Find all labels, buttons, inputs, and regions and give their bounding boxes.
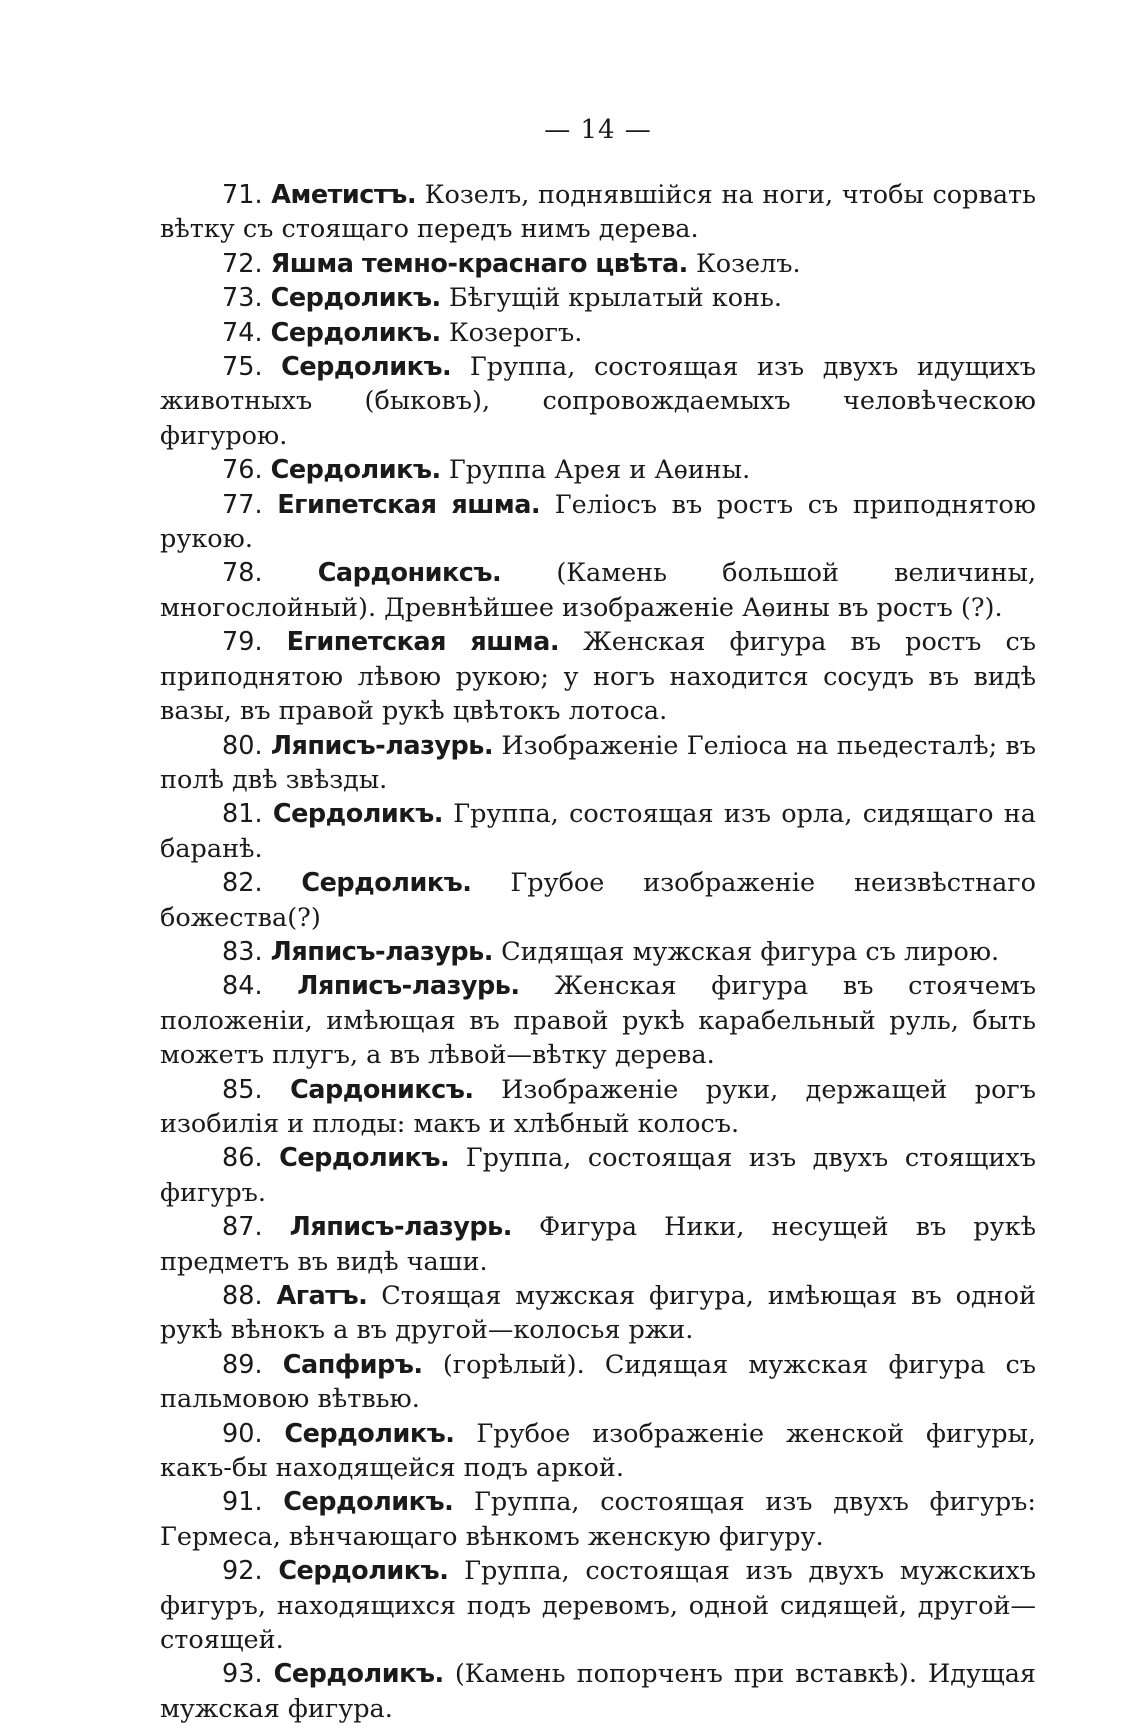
entry-stone: Сердоликъ.: [270, 317, 441, 348]
catalog-entry: [160, 625, 1036, 728]
document-page: [160, 110, 1036, 1726]
catalog-entry: [160, 350, 1036, 453]
catalog-entry: [160, 1554, 1036, 1657]
entry-description: Группа, состоящая изъ орла, сидящаго на баранѣ.: [160, 799, 1036, 864]
entry-description: Изображеніе Геліоса на пьедесталѣ; въ полѣ двѣ звѣзды.: [160, 730, 1036, 795]
entry-stone: Ляписъ-лазурь.: [297, 971, 520, 1002]
entry-number: 80.: [222, 730, 263, 761]
catalog-entry: [160, 969, 1036, 1072]
entry-number: 91.: [222, 1487, 263, 1518]
entry-stone: Сердоликъ.: [273, 1659, 444, 1690]
entry-description: Группа, состоящая изъ двухъ идущихъ животныхъ (быковъ), сопровождаемыхъ человѣческою фигурою.: [160, 352, 1037, 451]
entry-description: Бѣгущій крылатый конь.: [448, 283, 783, 314]
entry-description: Фигура Ники, несущей въ рукѣ предметъ въ видѣ чаши.: [160, 1212, 1037, 1277]
page-number: — 14 —: [544, 115, 652, 145]
catalog-entry: [160, 488, 1036, 557]
entry-number: 85.: [222, 1074, 263, 1105]
entry-number: 73.: [222, 283, 263, 314]
entry-number: 72.: [222, 248, 263, 279]
catalog-entry: [160, 1073, 1036, 1142]
entry-number: 83.: [222, 936, 263, 967]
entry-number: 81.: [222, 799, 263, 830]
entry-number: 90.: [222, 1418, 263, 1449]
catalog-entries: [160, 178, 1036, 1726]
catalog-entry: [160, 281, 1036, 315]
entry-number: 92.: [222, 1556, 263, 1587]
entry-stone: Ляписъ-лазурь.: [270, 936, 493, 967]
entry-stone: Яшма темно-краснаго цвѣта.: [270, 248, 688, 279]
catalog-entry: [160, 1141, 1036, 1210]
entry-number: 71.: [222, 180, 263, 210]
entry-stone: Сердоликъ.: [284, 1418, 455, 1449]
entry-description: (Камень попорченъ при вставкѣ). Идущая мужская фигура.: [160, 1659, 1036, 1724]
entry-description: (горѣлый). Сидящая мужская фигура съ пальмовою вѣтвью.: [160, 1349, 1037, 1415]
entry-description: Группа, состоящая изъ двухъ фигуръ: Гермеса, вѣнчающаго вѣнкомъ женскую фигуру.: [160, 1487, 1036, 1552]
catalog-entry: [160, 1657, 1036, 1726]
entry-stone: Ляписъ-лазурь.: [289, 1212, 512, 1243]
entry-number: 84.: [222, 971, 263, 1002]
entry-description: Козелъ.: [695, 248, 801, 279]
entry-description: Стоящая мужская фигура, имѣющая въ одной рукѣ вѣнокъ а въ другой—колосья ржи.: [160, 1281, 1036, 1346]
catalog-entry: [160, 1417, 1036, 1486]
entry-stone: Агатъ.: [276, 1281, 368, 1311]
entry-number: 89.: [222, 1349, 263, 1380]
catalog-entry: [160, 1279, 1036, 1348]
catalog-entry: [160, 247, 1036, 281]
entry-stone: Египетская яшма.: [286, 627, 560, 658]
entry-description: Козелъ, поднявшійся на ноги, чтобы сорвать вѣтку съ стоящаго передъ нимъ дерева.: [160, 180, 1037, 245]
entry-stone: Сапфиръ.: [282, 1349, 423, 1380]
entry-stone: Аметистъ.: [271, 180, 417, 210]
entry-stone: Сердоликъ.: [283, 1487, 454, 1518]
entry-stone: Сердоликъ.: [279, 1143, 450, 1174]
entry-number: 88.: [222, 1281, 263, 1311]
catalog-entry: [160, 453, 1036, 487]
entry-number: 82.: [222, 868, 263, 899]
catalog-entry: [160, 797, 1036, 866]
entry-description: Козерогъ.: [448, 317, 583, 348]
catalog-entry: [160, 866, 1036, 935]
entry-number: 79.: [222, 627, 263, 658]
entry-description: Женская фигура въ ростъ съ приподнятою лѣвою рукою; у ногъ находится сосудъ въ видѣ вазы, въ правой рукѣ цвѣтокъ лотоса.: [160, 627, 1037, 727]
entry-description: Геліосъ въ ростъ съ приподнятою рукою.: [160, 489, 1036, 555]
entry-stone: Сардониксъ.: [290, 1074, 474, 1105]
entry-stone: Сердоликъ.: [270, 283, 441, 314]
entry-number: 86.: [222, 1143, 263, 1174]
entry-stone: Ляписъ-лазурь.: [270, 730, 494, 761]
entry-description: Изображеніе руки, держащей рогъ изобилія и плоды: макъ и хлѣбный колосъ.: [160, 1074, 1037, 1139]
catalog-entry: [160, 316, 1036, 350]
catalog-entry: [160, 1210, 1036, 1279]
entry-description: Женская фигура въ стоячемъ положеніи, имѣющая въ правой рукѣ карабельный руль, быть можетъ плугъ, а въ лѣвой—вѣтку дерева.: [160, 971, 1037, 1071]
entry-stone: Сердоликъ.: [278, 1556, 449, 1587]
entry-description: Сидящая мужская фигура съ лирою.: [501, 936, 1000, 967]
entry-stone: Сердоликъ.: [281, 352, 452, 383]
entry-description: Группа, состоящая изъ двухъ стоящихъ фигуръ.: [160, 1143, 1036, 1208]
entry-number: 75.: [222, 352, 263, 383]
entry-stone: Сердоликъ.: [270, 455, 441, 486]
entry-description: Грубое изображеніе неизвѣстнаго божества(?): [160, 868, 1037, 933]
entry-stone: Сердоликъ.: [272, 799, 443, 830]
catalog-entry: [160, 1485, 1036, 1554]
catalog-entry: [160, 1348, 1036, 1417]
entry-description: Грубое изображеніе женской фигуры, какъ-бы находящейся подъ аркой.: [160, 1418, 1037, 1484]
entry-stone: Сардониксъ.: [317, 558, 502, 589]
entry-number: 77.: [222, 489, 263, 520]
entry-number: 78.: [222, 558, 263, 589]
entry-description: Группа, состоящая изъ двухъ мужскихъ фигуръ, находящихся подъ деревомъ, одной сидящей, другой—стоящей.: [160, 1556, 1036, 1656]
entry-number: 93.: [222, 1659, 263, 1690]
catalog-entry: [160, 178, 1036, 247]
catalog-entry: [160, 935, 1036, 969]
entry-description: Группа Арея и Аѳины.: [448, 455, 751, 486]
entry-stone: Египетская яшма.: [277, 489, 541, 520]
entry-stone: Сердоликъ.: [301, 868, 472, 899]
entry-description: (Камень большой величины, многослойный). Древнѣйшее изображеніе Аѳины въ ростъ (?).: [160, 558, 1037, 623]
catalog-entry: [160, 729, 1036, 798]
entry-number: 76.: [222, 455, 263, 486]
entry-number: 87.: [222, 1212, 263, 1243]
entry-number: 74.: [222, 317, 263, 348]
catalog-entry: [160, 556, 1036, 625]
